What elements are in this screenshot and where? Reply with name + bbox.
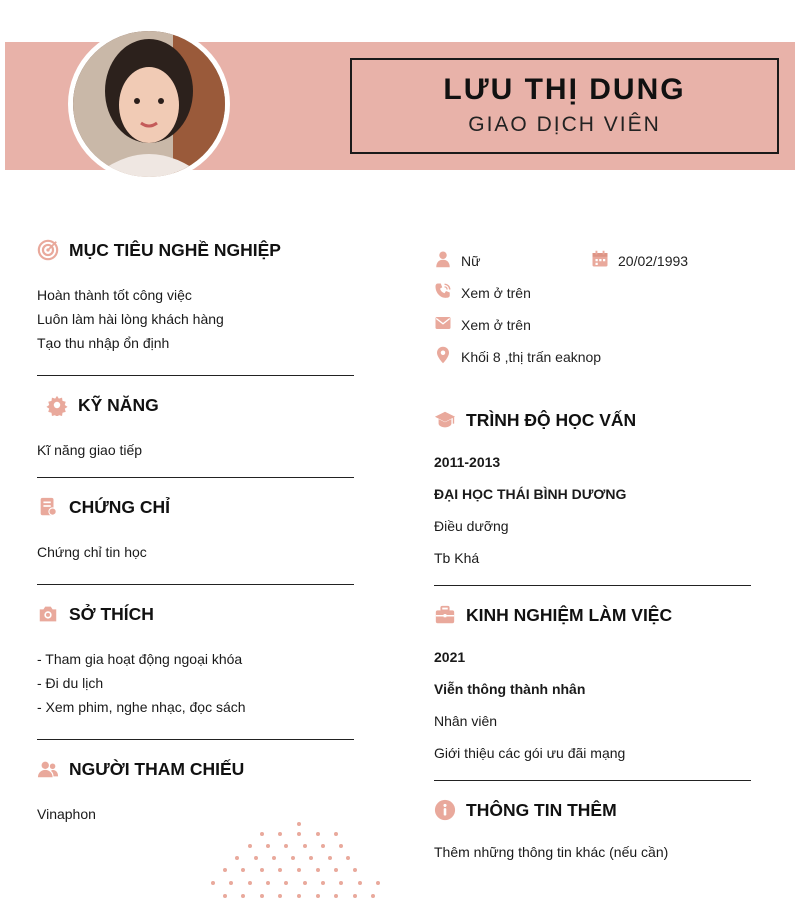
education-heading <box>434 409 636 431</box>
certificates-heading <box>37 496 170 518</box>
decor-dot <box>303 844 307 848</box>
decor-dot <box>266 881 270 885</box>
divider <box>37 739 354 740</box>
divider <box>434 780 751 781</box>
decor-dot <box>316 832 320 836</box>
birthday-info <box>591 250 688 271</box>
experience-period: 2021 <box>434 649 466 665</box>
decor-dot <box>260 832 264 836</box>
decor-dot <box>260 894 264 898</box>
decor-dot <box>334 832 338 836</box>
decor-dot <box>297 868 301 872</box>
target-icon <box>37 239 59 261</box>
address-info <box>434 346 601 367</box>
info-icon <box>434 799 456 821</box>
hobbies-title: SỞ THÍCH <box>69 603 154 624</box>
references-heading <box>37 758 244 780</box>
decor-dot <box>278 832 282 836</box>
decor-dot <box>303 881 307 885</box>
extra-line-1: Thêm những thông tin khác (nếu cần) <box>434 844 669 860</box>
skills-heading <box>46 394 159 416</box>
decor-dot <box>353 894 357 898</box>
divider <box>37 375 354 376</box>
decor-dot <box>223 868 227 872</box>
decor-dot <box>309 856 313 860</box>
birthday-value: 20/02/1993 <box>618 252 689 269</box>
decor-dot <box>316 868 320 872</box>
decor-dot <box>334 868 338 872</box>
decor-dot <box>339 881 343 885</box>
divider <box>37 584 354 585</box>
certificates-line-1: Chứng chỉ tin học <box>37 544 147 560</box>
decor-dot <box>291 856 295 860</box>
decor-dot <box>278 868 282 872</box>
experience-title: KINH NGHIỆM LÀM VIỆC <box>466 604 673 625</box>
decor-dot <box>328 856 332 860</box>
experience-description: Giới thiệu các gói ưu đãi mạng <box>434 745 626 761</box>
decor-dot <box>297 894 301 898</box>
decor-dot <box>339 844 343 848</box>
people-icon <box>37 758 59 780</box>
decor-dot <box>371 894 375 898</box>
divider <box>434 585 751 586</box>
decorative-dot-pattern <box>210 820 390 902</box>
decor-dot <box>266 844 270 848</box>
references-title: NGƯỜI THAM CHIẾU <box>69 758 245 779</box>
decor-dot <box>346 856 350 860</box>
certificate-icon <box>37 496 59 518</box>
education-period: 2011-2013 <box>434 454 501 470</box>
extra-heading <box>434 799 617 821</box>
decor-dot <box>241 868 245 872</box>
experience-heading <box>434 604 672 626</box>
job-title: GIAO DỊCH VIÊN <box>468 113 661 136</box>
envelope-icon <box>434 314 452 335</box>
graduation-cap-icon <box>434 409 456 431</box>
avatar <box>68 26 230 182</box>
address-value: Khối 8 ,thị trấn eaknop <box>461 348 602 365</box>
decor-dot <box>211 881 215 885</box>
phone-icon <box>434 282 452 303</box>
decor-dot <box>321 881 325 885</box>
references-line-1: Vinaphon <box>37 806 96 822</box>
profile-photo <box>73 31 225 177</box>
skills-line-1: Kĩ năng giao tiếp <box>37 442 143 458</box>
decor-dot <box>235 856 239 860</box>
hobbies-line-1: - Tham gia hoạt động ngoại khóa <box>37 651 243 667</box>
gear-icon <box>46 394 68 416</box>
calendar-icon <box>591 250 609 271</box>
phone-value: Xem ở trên <box>461 284 531 301</box>
decor-dot <box>358 881 362 885</box>
objective-line-3: Tạo thu nhập ổn định <box>37 335 170 351</box>
certificates-title: CHỨNG CHỈ <box>69 496 171 517</box>
objective-heading <box>37 239 281 261</box>
objective-line-2: Luôn làm hài lòng khách hàng <box>37 311 224 327</box>
hobbies-heading <box>37 603 154 625</box>
person-icon <box>434 250 452 271</box>
decor-dot <box>297 822 301 826</box>
briefcase-icon <box>434 604 456 626</box>
decor-dot <box>241 894 245 898</box>
hobbies-line-2: - Đi du lịch <box>37 675 104 691</box>
decor-dot <box>334 894 338 898</box>
camera-icon <box>37 603 59 625</box>
education-title: TRÌNH ĐỘ HỌC VẤN <box>466 409 637 430</box>
experience-company: Viễn thông thành nhân <box>434 681 586 697</box>
education-major: Điều dưỡng <box>434 518 509 534</box>
divider <box>37 477 354 478</box>
candidate-name: LƯU THỊ DUNG <box>443 73 686 106</box>
decor-dot <box>254 856 258 860</box>
decor-dot <box>272 856 276 860</box>
email-info <box>434 314 531 335</box>
decor-dot <box>284 881 288 885</box>
name-box <box>350 58 779 154</box>
decor-dot <box>248 844 252 848</box>
objective-line-1: Hoàn thành tốt công việc <box>37 287 192 303</box>
gender-value: Nữ <box>461 252 481 269</box>
decor-dot <box>278 894 282 898</box>
education-school: ĐẠI HỌC THÁI BÌNH DƯƠNG <box>434 486 627 502</box>
decor-dot <box>321 844 325 848</box>
decor-dot <box>297 832 301 836</box>
location-pin-icon <box>434 346 452 367</box>
extra-title: THÔNG TIN THÊM <box>466 799 617 820</box>
decor-dot <box>260 868 264 872</box>
decor-dot <box>316 894 320 898</box>
decor-dot <box>284 844 288 848</box>
skills-title: KỸ NĂNG <box>78 394 159 415</box>
gender-info <box>434 250 480 271</box>
objective-title: MỤC TIÊU NGHỀ NGHIỆP <box>69 239 281 260</box>
decor-dot <box>229 881 233 885</box>
phone-info <box>434 282 531 303</box>
education-grade: Tb Khá <box>434 550 480 566</box>
hobbies-line-3: - Xem phim, nghe nhạc, đọc sách <box>37 699 246 715</box>
decor-dot <box>223 894 227 898</box>
decor-dot <box>248 881 252 885</box>
email-value: Xem ở trên <box>461 316 531 333</box>
decor-dot <box>353 868 357 872</box>
decor-dot <box>376 881 380 885</box>
experience-position: Nhân viên <box>434 713 498 729</box>
